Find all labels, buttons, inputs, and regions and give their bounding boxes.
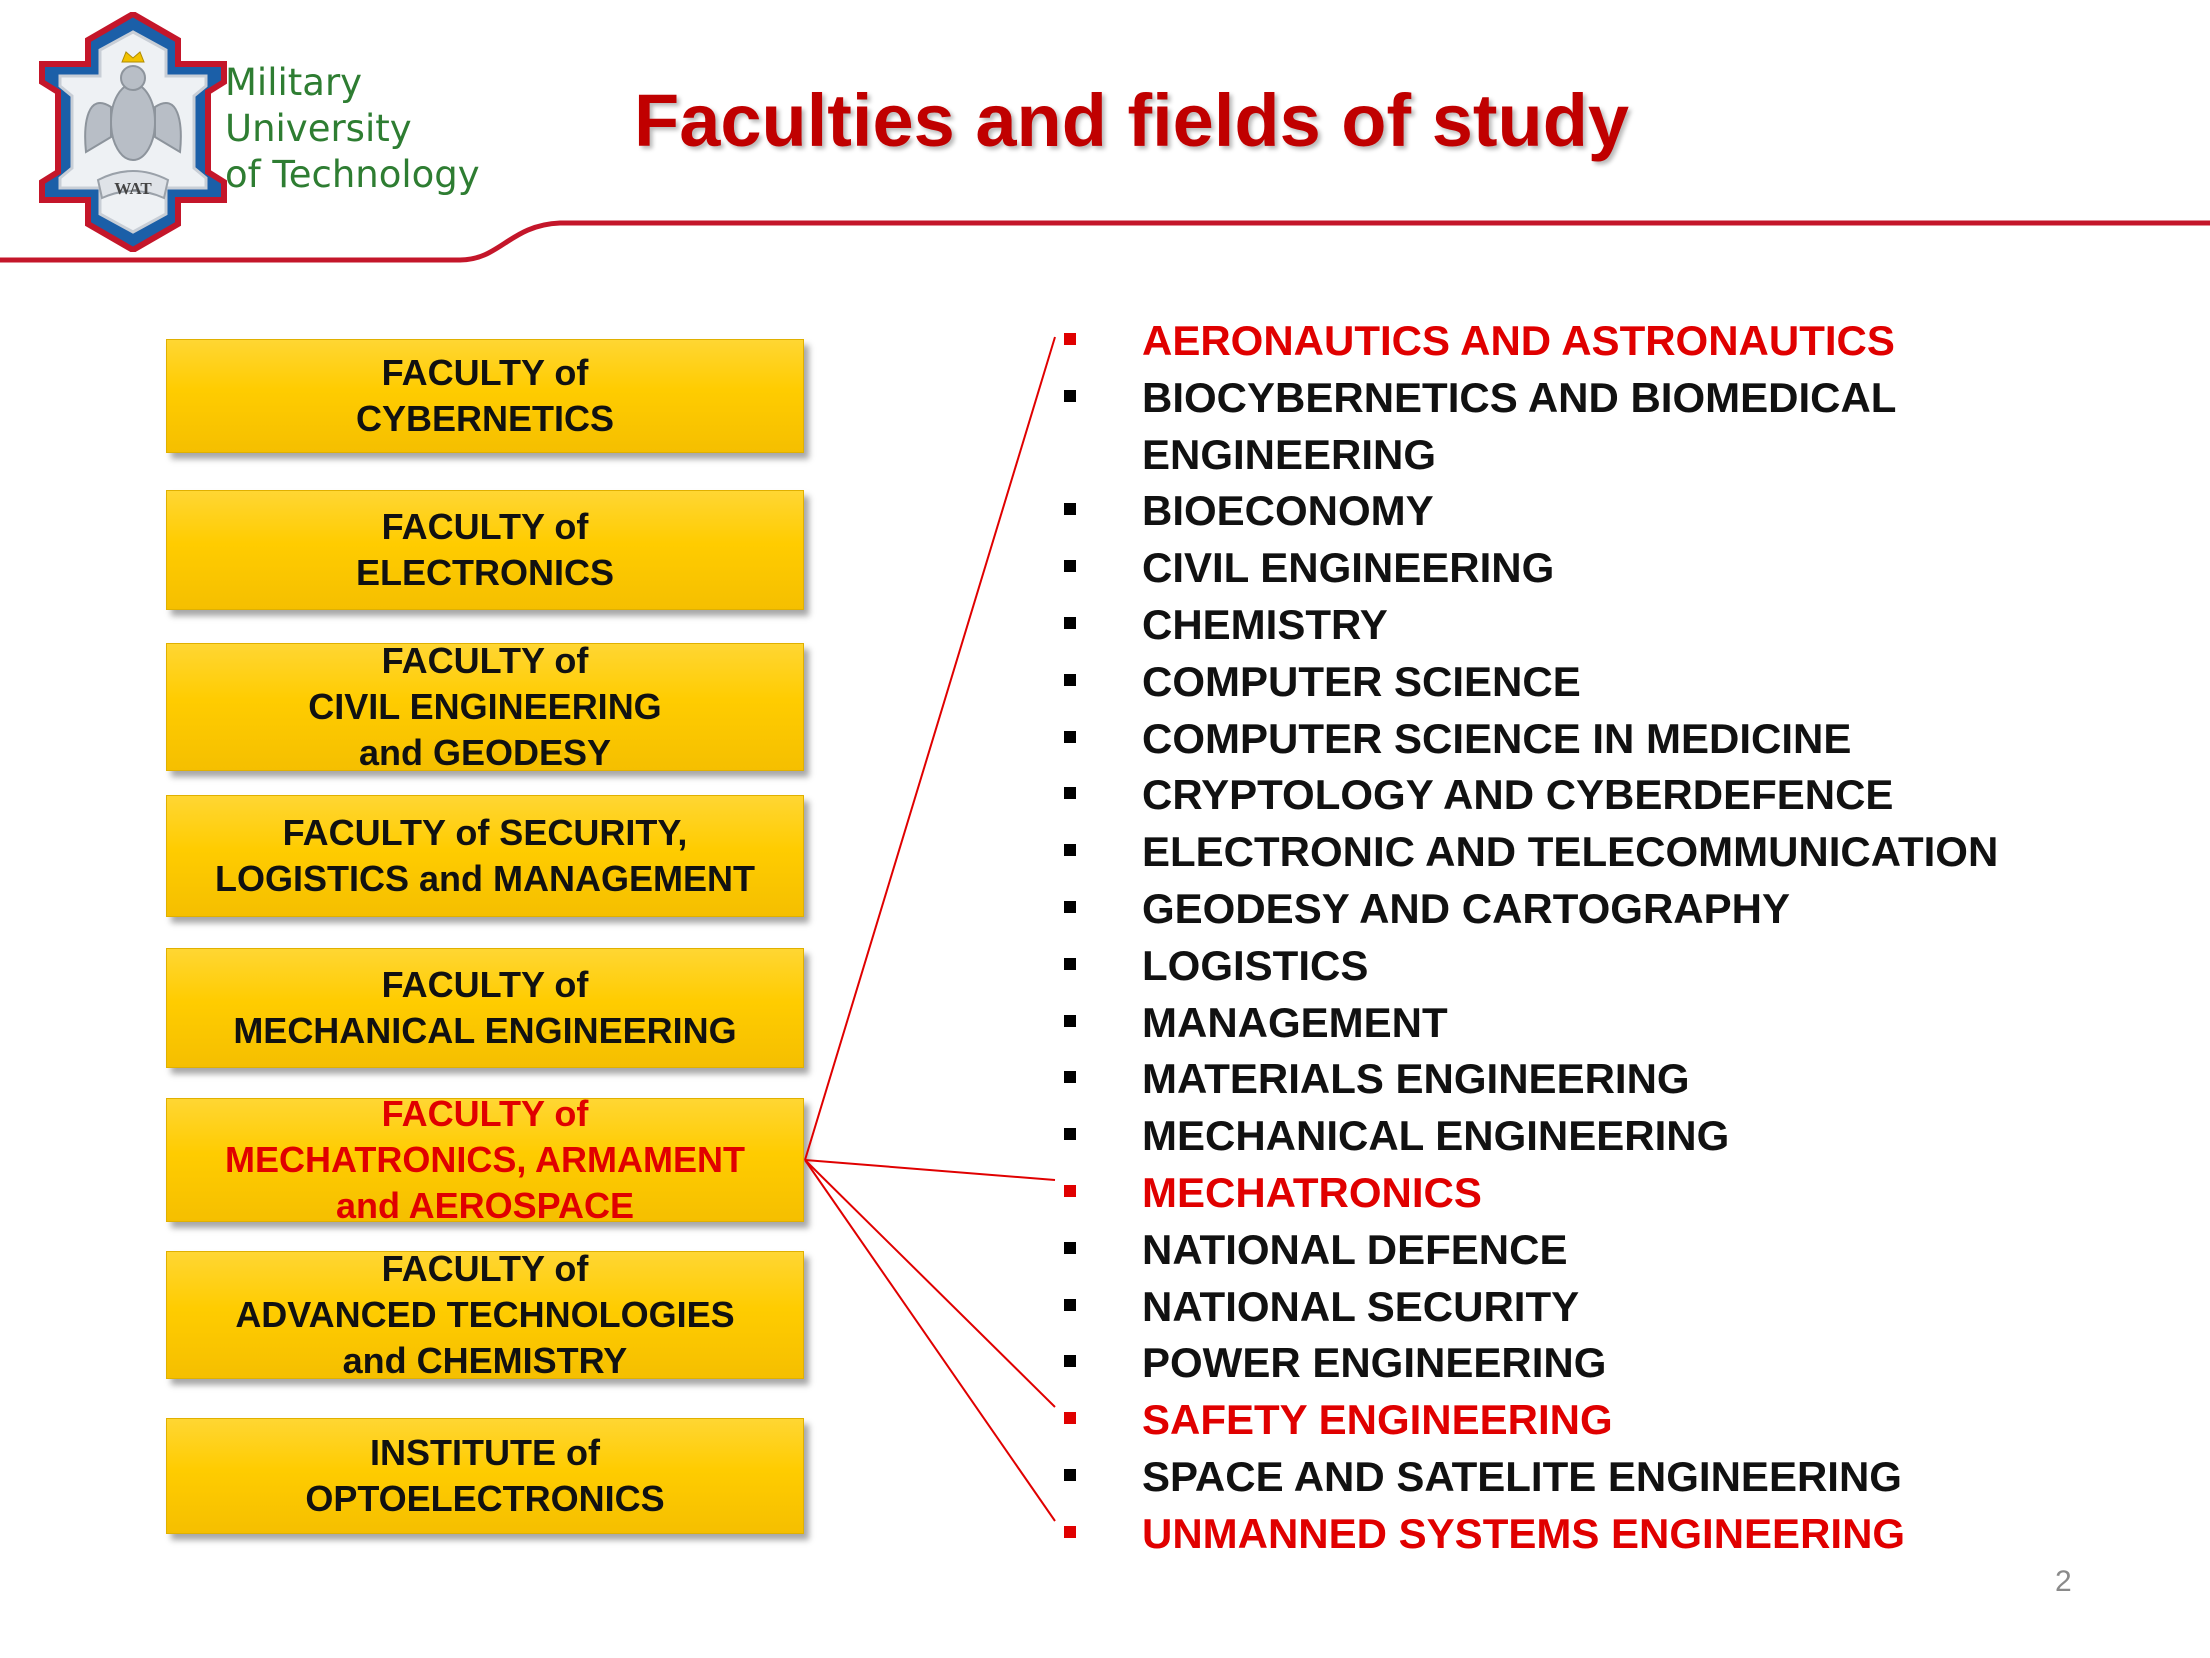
field-item (1060, 597, 1998, 654)
field-label: ELECTRONIC AND TELECOMMUNICATION (1142, 828, 1999, 876)
field-item (1060, 767, 1998, 824)
faculty-box-cybernetics (166, 339, 804, 453)
field-label: LOGISTICS (1142, 941, 1369, 989)
faculty-label: FACULTY of MECHANICAL ENGINEERING (233, 964, 737, 1051)
field-label: COMPUTER SCIENCE IN MEDICINE (1142, 714, 1852, 762)
bullet-icon (1064, 1015, 1076, 1027)
bullet-icon (1064, 1185, 1076, 1197)
field-label: BIOCYBERNETICS AND BIOMEDICAL (1142, 373, 1897, 421)
bullet-icon (1064, 1071, 1076, 1083)
field-label: CHEMISTRY (1142, 600, 1388, 648)
bullet-icon (1064, 503, 1076, 515)
field-label: ENGINEERING (1142, 430, 1437, 478)
field-label: BIOECONOMY (1142, 487, 1434, 535)
field-label: MANAGEMENT (1142, 998, 1448, 1046)
university-name (225, 60, 480, 198)
bullet-icon (1064, 1469, 1076, 1481)
bullet-icon (1064, 1412, 1076, 1424)
field-item (1060, 1279, 1998, 1336)
slide-title: Faculties and fields of study (634, 79, 1630, 162)
page-number: 2 (2055, 1565, 2072, 1598)
bullet-icon (1064, 333, 1076, 345)
faculty-box-civil-engineering (166, 640, 804, 773)
field-label: UNMANNED SYSTEMS ENGINEERING (1142, 1509, 1906, 1557)
field-item (1060, 1165, 1998, 1222)
faculty-box-optoelectronics (166, 1418, 804, 1534)
logo-emblem-text: WAT (114, 179, 152, 198)
bullet-icon (1064, 731, 1076, 743)
field-item (1060, 938, 1998, 995)
field-label: GEODESY AND CARTOGRAPHY (1142, 884, 1790, 932)
bullet-icon (1064, 1299, 1076, 1311)
faculty-label: FACULTY of MECHATRONICS, ARMAMENT and AEROSPACE (225, 1093, 745, 1226)
bullet-icon (1064, 1128, 1076, 1140)
faculty-box-advanced-technologies (166, 1248, 804, 1381)
field-item (1060, 995, 1998, 1052)
field-label: MATERIALS ENGINEERING (1142, 1055, 1690, 1103)
field-item (1060, 824, 1998, 881)
field-label: SAFETY ENGINEERING (1142, 1396, 1613, 1444)
field-item (1060, 1392, 1998, 1449)
faculty-label: FACULTY of ELECTRONICS (355, 506, 614, 593)
field-label: SPACE AND SATELITE ENGINEERING (1142, 1452, 1902, 1500)
field-label: CIVIL ENGINEERING (1142, 544, 1555, 592)
logo-text-line: University (225, 107, 412, 150)
bullet-icon (1064, 390, 1076, 402)
faculty-box-electronics (166, 490, 804, 610)
bullet-icon (1064, 901, 1076, 913)
field-label: NATIONAL SECURITY (1142, 1282, 1580, 1330)
field-item (1060, 711, 1998, 768)
field-item (1060, 881, 1998, 938)
logo-text-line: Military (225, 61, 363, 104)
bullet-icon (1064, 958, 1076, 970)
header-divider (0, 200, 2210, 280)
faculty-box-mechatronics (166, 1093, 804, 1226)
field-item (1060, 370, 1998, 427)
bullet-icon (1064, 674, 1076, 686)
faculty-label: FACULTY of SECURITY, LOGISTICS and MANAGEMENT (215, 812, 755, 899)
field-label: MECHATRONICS (1142, 1168, 1482, 1216)
bullet-icon (1064, 1242, 1076, 1254)
bullet-icon (1064, 1526, 1076, 1538)
field-item (1060, 1506, 1998, 1563)
field-item (1060, 1108, 1998, 1165)
bullet-icon (1064, 844, 1076, 856)
faculty-box-mechanical-engineering (166, 948, 804, 1068)
bullet-icon (1064, 560, 1076, 572)
fields-list (1060, 313, 1998, 1563)
field-label: AERONAUTICS AND ASTRONAUTICS (1142, 317, 1895, 364)
field-label: CRYPTOLOGY AND CYBERDEFENCE (1142, 771, 1894, 819)
field-item (1060, 483, 1998, 540)
field-label: POWER ENGINEERING (1142, 1339, 1607, 1387)
field-label: MECHANICAL ENGINEERING (1142, 1112, 1730, 1160)
bullet-icon (1064, 787, 1076, 799)
field-item (1060, 313, 1998, 370)
field-label: NATIONAL DEFENCE (1142, 1225, 1568, 1273)
faculty-label: FACULTY of CIVIL ENGINEERING and GEODESY (308, 640, 662, 773)
faculty-label: INSTITUTE of OPTOELECTRONICS (305, 1432, 665, 1519)
field-item (1060, 654, 1998, 711)
connector-line (805, 1160, 1055, 1180)
field-item-continuation (1060, 427, 1998, 484)
connector-line (805, 1160, 1055, 1407)
field-item (1060, 1051, 1998, 1108)
faculty-label: FACULTY of CYBERNETICS (355, 352, 615, 439)
field-item (1060, 540, 1998, 597)
logo-text-line: of Technology (225, 153, 480, 196)
field-item (1060, 1222, 1998, 1279)
connector-line (805, 337, 1055, 1160)
faculty-box-security-logistics (166, 795, 804, 917)
field-label: COMPUTER SCIENCE (1142, 657, 1581, 705)
field-item (1060, 1335, 1998, 1392)
faculty-label: FACULTY of ADVANCED TECHNOLOGIES and CHEMISTRY (235, 1248, 735, 1381)
bullet-icon (1064, 617, 1076, 629)
connector-line (805, 1160, 1055, 1521)
bullet-icon (1064, 1355, 1076, 1367)
field-item (1060, 1449, 1998, 1506)
